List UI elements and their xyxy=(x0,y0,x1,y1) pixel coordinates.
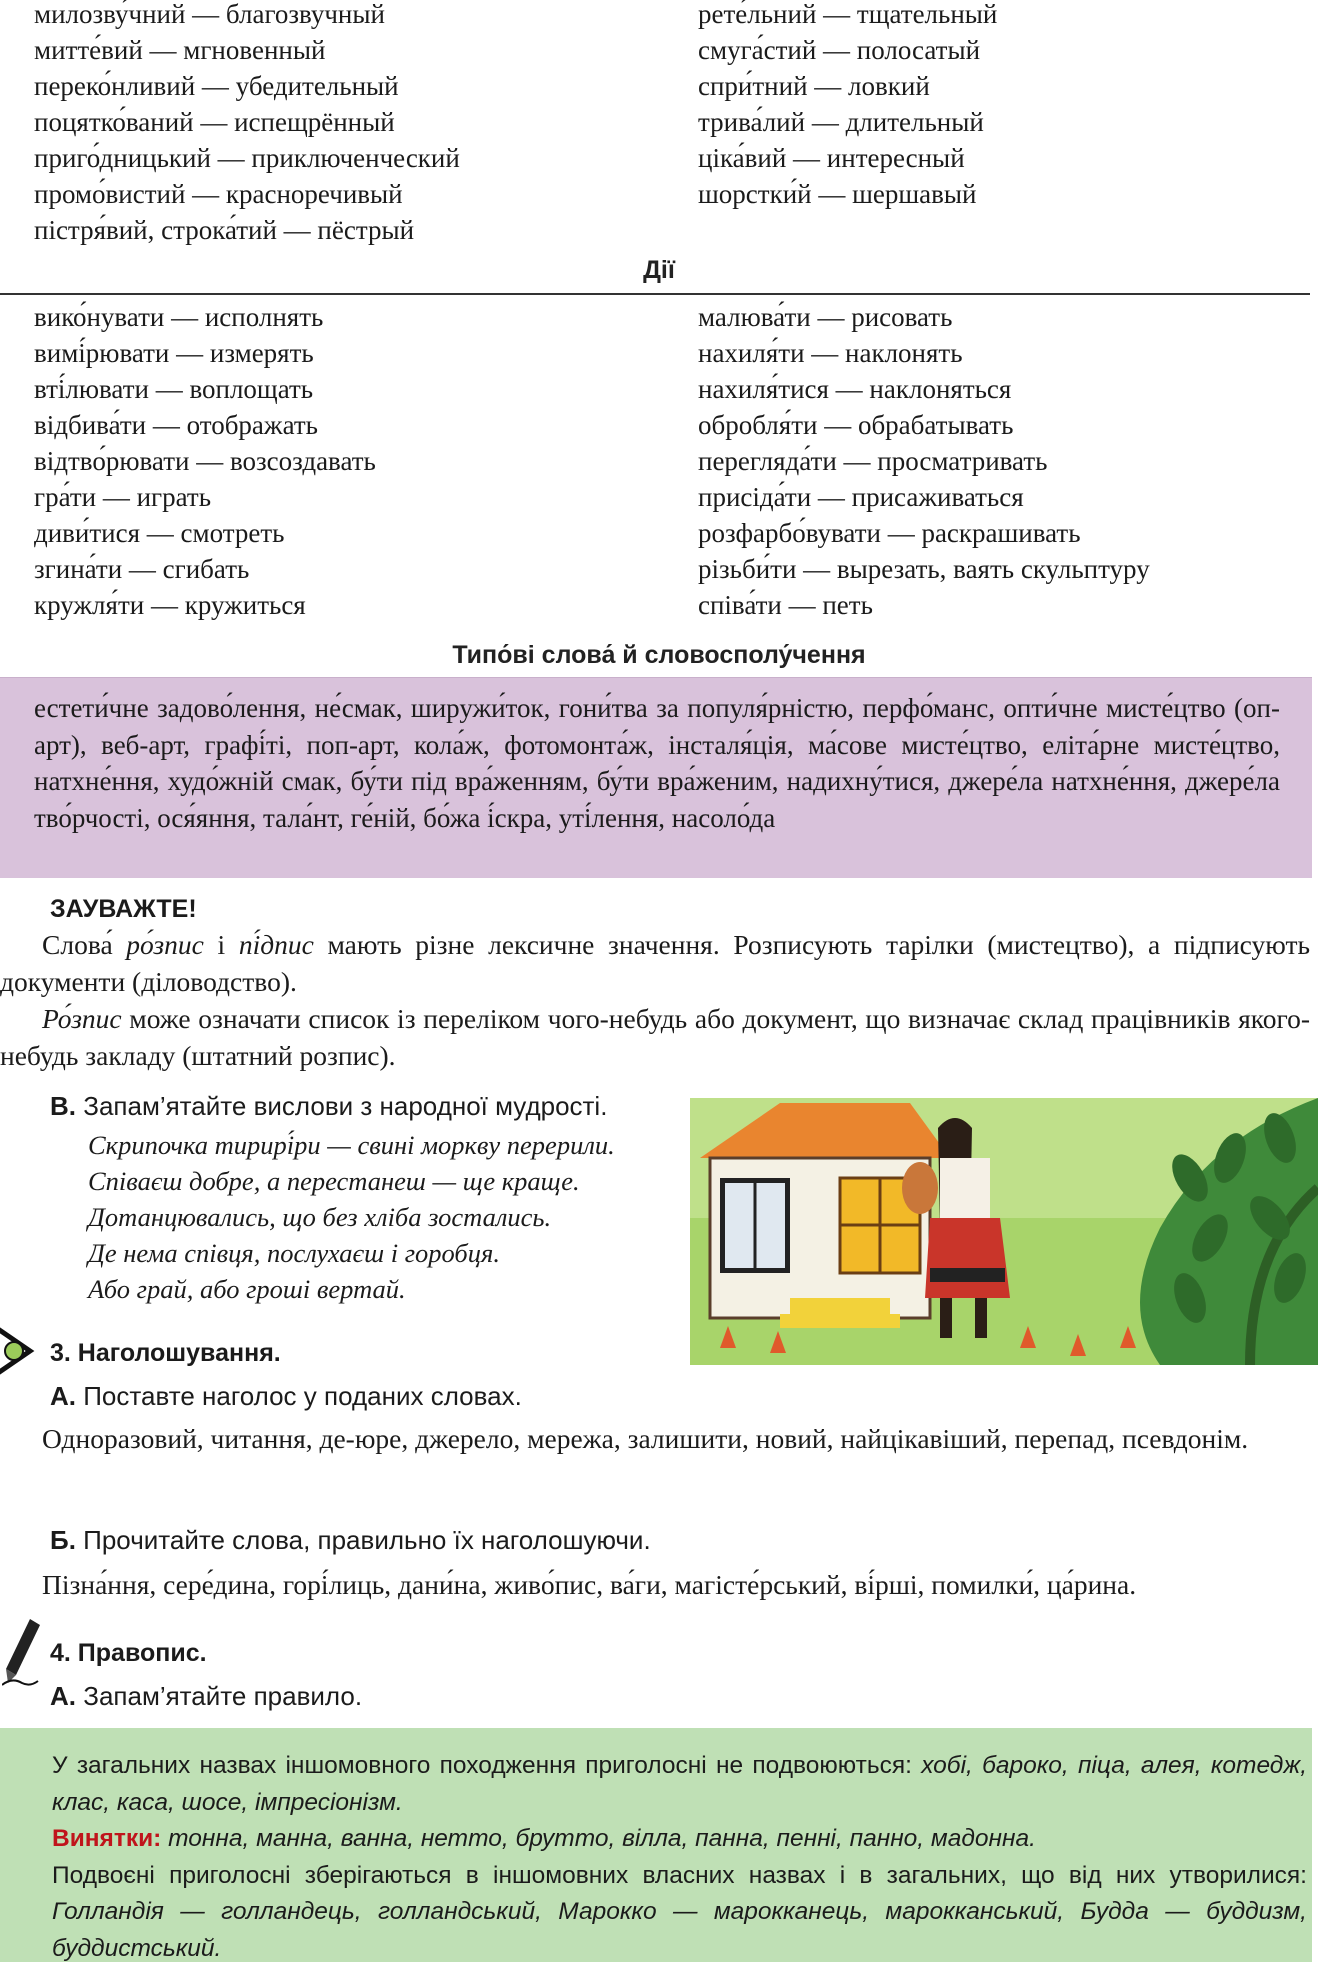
vocab-item: вимі́рювати — измерять xyxy=(34,338,314,368)
vocab-item: переко́нливий — убедительный xyxy=(34,71,399,101)
note-paragraph-2: Ро́зпис може означати список із переліком чого-небудь або документ, що визначає склад працівників якого-небудь закладу (штатний розпис). xyxy=(0,1003,1310,1071)
vocab-item: промо́вистий — красноречивый xyxy=(34,179,403,209)
saying: Співаєш добре, а перестанеш — ще краще. xyxy=(88,1166,580,1196)
folk-sayings xyxy=(88,1127,615,1307)
vocab-item: перегляда́ти — просматривать xyxy=(698,446,1048,476)
vocab-item: спри́тний — ловкий xyxy=(698,71,930,101)
note-heading: ЗАУВАЖТЕ! xyxy=(50,895,197,923)
note-paragraph-1: Слова́ ро́зпис і пі́дпис мають різне лексичне значення. Розписують тарілки (мистецтво), а підписують документи (діловодство). xyxy=(0,929,1310,997)
stress-mark-icon xyxy=(0,1325,36,1382)
folk-painting-illustration xyxy=(690,1098,1318,1365)
exceptions-list: тонна, манна, ванна, нетто, брутто, вілла, панна, пенні, панно, мадонна. xyxy=(168,1825,1036,1852)
section-3b-words: Пізна́ння, сере́дина, горі́лиць, дани́на, живо́пис, ва́ги, магісте́рський, ві́рші, помилки́, ца́рина. xyxy=(42,1569,1137,1600)
section-4a-instruction xyxy=(50,1681,362,1712)
rule-line: Подвоєні приголосні зберігаються в іншомовних власних назвах і в загальних, що від них утворилися: xyxy=(52,1861,1307,1889)
vocab-item: гра́ти — играть xyxy=(34,482,212,512)
vocab-item: милозву́чний — благозвучный xyxy=(34,0,385,29)
vocab-item: митте́вий — мгновенный xyxy=(34,35,326,65)
actions-heading: Дії xyxy=(643,256,675,284)
vocab-item: співа́ти — петь xyxy=(698,590,873,620)
vocab-item: відтво́рювати — возсоздавать xyxy=(34,446,376,476)
rule-text xyxy=(52,1748,1307,1967)
vocab-item: різьби́ти — вырезать, ваять скульптуру xyxy=(698,554,1150,584)
vocab-item: смуга́стий — полосатый xyxy=(698,35,981,65)
rule-examples: Голландія — голландець, голландський, Марокко — марокканець, марокканський, Будда — буддизм, буддистський. xyxy=(52,1898,1307,1962)
section-3a-instruction xyxy=(50,1381,522,1412)
vocab-item: поцятко́ваний — испещрённый xyxy=(34,107,395,137)
vocab-item: вті́лювати — воплощать xyxy=(34,374,314,404)
vocab-item: ціка́вий — интересный xyxy=(698,143,965,173)
pen-icon xyxy=(2,1617,42,1692)
task-letter: А. xyxy=(50,1381,76,1411)
exceptions-label: Винятки: xyxy=(52,1825,162,1852)
vocab-item: нахиля́ти — наклонять xyxy=(698,338,963,368)
vocab-item: кружля́ти — кружиться xyxy=(34,590,306,620)
vocab-item: шорстки́й — шершавый xyxy=(698,179,977,209)
vocab-item: диви́тися — смотреть xyxy=(34,518,285,548)
task-text: Запам’ятайте правило. xyxy=(83,1681,363,1711)
vocab-item: пістря́вий, строка́тий — пёстрый xyxy=(34,215,415,245)
task-letter: В. xyxy=(50,1091,76,1121)
rule-examples: хобі, бароко, піца, алея, котедж, клас, каса, шосе, імпресіонізм. xyxy=(52,1752,1307,1816)
vocab-item: розфарбо́вувати — раскрашивать xyxy=(698,518,1081,548)
saying: Скрипочка тирирі́ри — свині моркву перерили. xyxy=(88,1130,615,1160)
vocab-item: нахиля́тися — наклоняться xyxy=(698,374,1012,404)
section-3-title: 3. Наголошування. xyxy=(50,1339,281,1367)
task-text: Прочитайте слова, правильно їх наголошуючи. xyxy=(83,1525,651,1555)
task-v-instruction xyxy=(50,1091,607,1122)
vocab-actions-left xyxy=(34,299,376,623)
section-4-title: 4. Правопис. xyxy=(50,1639,207,1667)
vocab-qualities-left xyxy=(34,0,460,248)
vocab-item: приго́дницький — приключенческий xyxy=(34,143,460,173)
vocab-qualities-right xyxy=(698,0,997,212)
typical-words-heading: Типо́ві слова́ й словосполу́чення xyxy=(452,641,866,669)
task-letter: А. xyxy=(50,1681,76,1711)
vocab-item: присіда́ти — присаживаться xyxy=(698,482,1024,512)
vocab-item: малюва́ти — рисовать xyxy=(698,302,953,332)
task-text: Поставте наголос у поданих словах. xyxy=(83,1381,522,1411)
vocab-item: вико́нувати — исполнять xyxy=(34,302,324,332)
vocab-item: відбива́ти — отображать xyxy=(34,410,318,440)
vocab-item: трива́лий — длительный xyxy=(698,107,984,137)
saying: Або грай, або гроші вертай. xyxy=(88,1274,406,1304)
section-3a-words: Одноразовий, читання, де-юре, джерело, мережа, залишити, новий, найцікавіший, перепад, псевдонім. xyxy=(42,1423,1249,1454)
saying: Дотанцювались, що без хліба зостались. xyxy=(88,1202,552,1232)
vocab-item: обробля́ти — обрабатывать xyxy=(698,410,1014,440)
rule-line: У загальних назвах іншомовного походження приголосні не подвоюються: xyxy=(52,1752,912,1779)
vocab-item: рете́льний — тщательный xyxy=(698,0,998,29)
task-text: Запам’ятайте вислови з народної мудрості. xyxy=(83,1091,608,1121)
typical-words-text: естети́чне задово́лення, не́смак, ширужи́ток, гони́тва за популя́рністю, перфо́манс, опти́чне мисте́цтво (оп-арт), веб-арт, графі́ті, поп-арт, кола́ж, фотомонта́ж, інсталя́ція, ма́сове мисте́цтво, еліта́рне мисте́цтво, натхне́ння, худо́жній смак, бу́ти під вра́женням, бу́ти вра́женим, надихну́тися, джере́ла натхне́ння, джере́ла тво́рчості, ося́яння, тала́нт, ге́ній, бо́жа і́скра, уті́лення, насоло́да xyxy=(34,693,1280,833)
divider xyxy=(0,293,1310,295)
vocab-item: згина́ти — сгибать xyxy=(34,554,250,584)
saying: Де нема співця, послухаєш і горобця. xyxy=(88,1238,500,1268)
vocab-actions-right xyxy=(698,299,1150,623)
task-letter: Б. xyxy=(50,1525,76,1555)
section-3b-instruction xyxy=(50,1525,651,1556)
